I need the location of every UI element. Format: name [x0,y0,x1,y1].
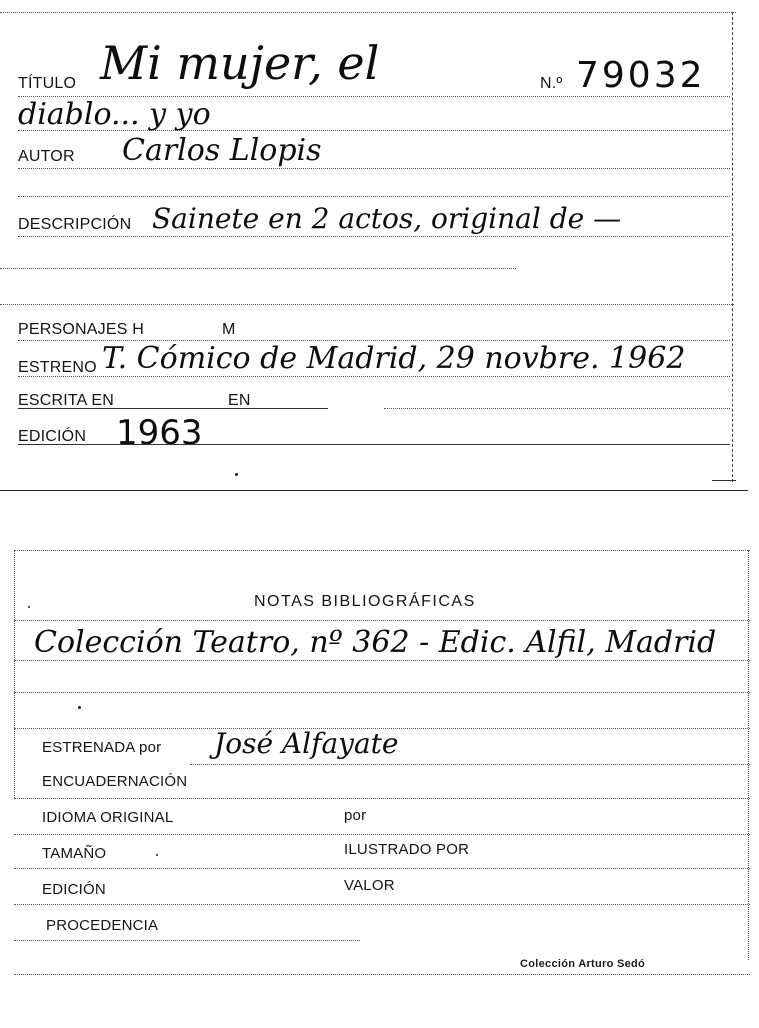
card-separator [0,490,748,491]
edicion-bottom-line [14,904,750,905]
escrita-label: ESCRITA EN [18,392,114,409]
tamano-label: TAMAÑO [42,845,107,862]
escrita-en-label: EN [228,392,251,409]
numero-value: 79032 [576,55,706,96]
estrenada-label: ESTRENADA por [42,739,162,756]
edicion-label: EDICIÓN [18,428,87,445]
notas-heading: NOTAS BIBLIOGRÁFICAS [254,593,476,610]
edicion-value: 1963 [116,413,203,453]
speck-mark [235,473,238,476]
ilustrado-label: ILUSTRADO POR [344,841,470,858]
personajes-label: PERSONAJES H [18,321,144,338]
descripcion-value: Sainete en 2 actos, original de — [152,202,622,235]
encuadernacion-line [14,798,750,799]
autor-blank-line [18,196,730,197]
escrita-line [18,408,328,409]
estreno-line [18,376,730,377]
idioma-line [14,834,750,835]
edicion-line [18,444,730,445]
notas-value: Colección Teatro, nº 362 - Edic. Alfil, Madrid [34,625,717,660]
estrenada-value: José Alfayate [214,727,399,760]
descripcion-line-3 [0,304,734,305]
speck-mark-3 [156,854,158,856]
notas-line-1 [14,660,750,661]
autor-label: AUTOR [18,148,75,165]
autor-value: Carlos Llopis [122,133,322,168]
titulo-label: TÍTULO [18,75,77,92]
coleccion-footer: Colección Arturo Sedó [520,958,646,970]
notas-line-2 [14,692,750,693]
titulo-value: Mi mujer, el [100,36,380,90]
idioma-label: IDIOMA ORIGINAL [42,809,174,826]
encuadernacion-label: ENCUADERNACIÓN [42,773,188,790]
tamano-line [14,868,750,869]
estrenada-line [190,764,750,765]
descripcion-label: DESCRIPCIÓN [18,216,132,233]
top-card-corner-mark [712,480,736,481]
estreno-value: T. Cómico de Madrid, 29 novbre. 1962 [102,341,686,376]
estreno-label: ESTRENO [18,359,97,376]
personajes-m-label: M [222,321,236,338]
titulo-value-line2: diablo... y yo [18,97,211,132]
procedencia-line [14,940,360,941]
descripcion-line [18,236,730,237]
bottom-card-left-border [14,550,15,798]
procedencia-label: PROCEDENCIA [46,917,159,934]
bottom-card-bottom-border [14,974,750,975]
valor-label: VALOR [344,877,395,894]
edicion-bottom-label: EDICIÓN [42,881,106,898]
top-card-right-border [732,12,733,482]
bottom-card-top-border [14,550,750,551]
escrita-line-2 [384,408,730,409]
autor-line [18,168,730,169]
speck-mark-4 [28,606,30,608]
numero-label: N.º [540,75,563,92]
descripcion-line-2 [0,268,516,269]
titulo-line-2 [18,130,730,131]
bottom-card-right-border [748,550,749,960]
top-card-top-border [0,12,736,13]
notas-line-0 [14,620,750,621]
speck-mark-2 [78,706,81,709]
por-label: por [344,807,367,824]
